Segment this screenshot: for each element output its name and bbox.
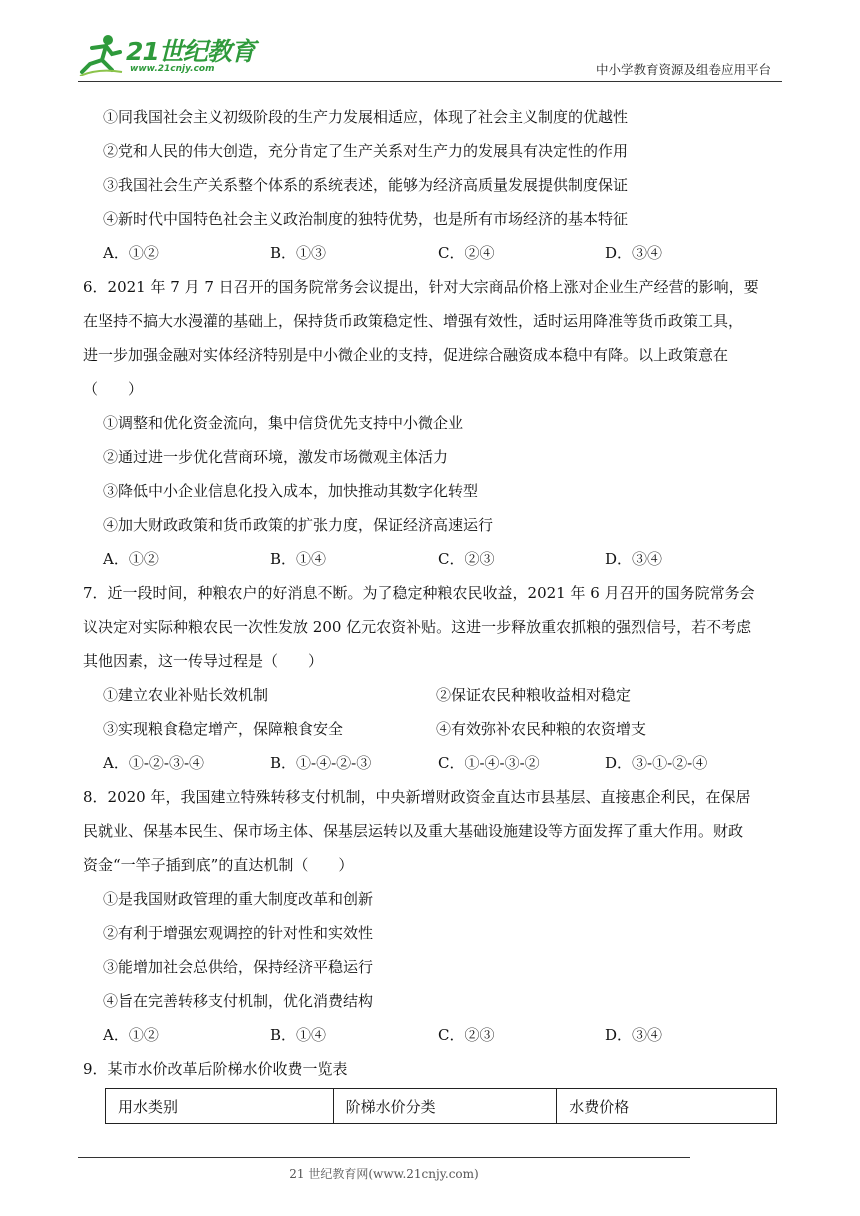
question-text-line: 民就业、保基本民生、保市场主体、保基层运转以及重大基础设施建设等方面发挥了重大作用。财政 <box>83 822 744 840</box>
question-text-line: （ ） <box>83 380 144 398</box>
statement-options-row <box>83 678 783 712</box>
answer-choice: D．③④ <box>605 550 663 568</box>
logo-brand-text: 21世纪教育 <box>126 37 255 66</box>
statement-option: ①是我国财政管理的重大制度改革和创新 <box>103 890 374 908</box>
answer-choice: C．①-④-③-② <box>438 754 540 772</box>
statement-option: ③能增加社会总供给，保持经济平稳运行 <box>103 958 374 976</box>
statement-option: ①建立农业补贴长效机制 <box>103 686 269 704</box>
page-footer: 21 世纪教育网(www.21cnjy.com) <box>289 1167 479 1181</box>
answer-choice: B．①③ <box>270 244 327 262</box>
answer-choice: B．①④ <box>270 550 327 568</box>
table-header-cell: 水费价格 <box>557 1089 777 1124</box>
statement-option: ②党和人民的伟大创造，充分肯定了生产关系对生产力的发展具有决定性的作用 <box>103 142 629 160</box>
statement-option: ②通过进一步优化营商环境，激发市场微观主体活力 <box>103 448 449 466</box>
answer-choices-row <box>83 236 783 270</box>
question-text-line: 资金“一竿子插到底”的直达机制（ ） <box>83 856 354 874</box>
footer-divider <box>78 1157 690 1158</box>
question-text-line: 议决定对实际种粮农民一次性发放 200 亿元农资补贴。这进一步释放重农抓粮的强烈信号，若不考虑 <box>83 618 752 636</box>
statement-option: ②保证农民种粮收益相对稳定 <box>436 686 632 704</box>
table-header-cell: 用水类别 <box>106 1089 334 1124</box>
table-header-row <box>106 1089 777 1124</box>
question-text-line: 9．某市水价改革后阶梯水价收费一览表 <box>83 1060 348 1078</box>
answer-choice: C．②③ <box>438 550 495 568</box>
answer-choice: D．③④ <box>605 244 663 262</box>
logo-url-text: www.21cnjy.com <box>130 64 215 74</box>
answer-choices-row <box>83 542 783 576</box>
statement-options-row <box>83 712 783 746</box>
header-divider <box>78 81 782 82</box>
answer-choice: A．①② <box>103 244 159 262</box>
answer-choices-row <box>83 1018 783 1052</box>
answer-choice: A．①② <box>103 550 159 568</box>
logo <box>78 30 258 80</box>
statement-option: ④旨在完善转移支付机制，优化消费结构 <box>103 992 374 1010</box>
answer-choices-row <box>83 746 783 780</box>
water-price-table <box>105 1088 777 1124</box>
statement-option: ③降低中小企业信息化投入成本，加快推动其数字化转型 <box>103 482 479 500</box>
question-text-line: 其他因素，这一传导过程是（ ） <box>83 652 324 670</box>
answer-choice: C．②④ <box>438 244 495 262</box>
question-text-line: 6．2021 年 7 月 7 日召开的国务院常务会议提出，针对大宗商品价格上涨对企业生产经营的影响，要 <box>83 278 759 296</box>
question-text-line: 进一步加强金融对实体经济特别是中小微企业的支持，促进综合融资成本稳中有降。以上政策意在 <box>83 346 729 364</box>
page-header <box>0 0 860 90</box>
answer-choice: B．①④ <box>270 1026 327 1044</box>
answer-choice: D．③-①-②-④ <box>605 754 708 772</box>
statement-option: ④新时代中国特色社会主义政治制度的独特优势，也是所有市场经济的基本特征 <box>103 210 629 228</box>
header-slogan: 中小学教育资源及组卷应用平台 <box>595 62 771 77</box>
answer-choice: D．③④ <box>605 1026 663 1044</box>
question-text-line: 在坚持不搞大水漫灌的基础上，保持货币政策稳定性、增强有效性，适时运用降准等货币政策工具， <box>83 312 744 330</box>
question-text-line: 8．2020 年，我国建立特殊转移支付机制，中央新增财政资金直达市县基层、直接惠企利民，在保居 <box>83 788 751 806</box>
table-header-cell: 阶梯水价分类 <box>333 1089 557 1124</box>
statement-option: ②有利于增强宏观调控的针对性和实效性 <box>103 924 374 942</box>
statement-option: ①调整和优化资金流向，集中信贷优先支持中小微企业 <box>103 414 464 432</box>
statement-option: ③我国社会生产关系整个体系的系统表述，能够为经济高质量发展提供制度保证 <box>103 176 629 194</box>
statement-option: ①同我国社会主义初级阶段的生产力发展相适应，体现了社会主义制度的优越性 <box>103 108 629 126</box>
statement-option: ③实现粮食稳定增产，保障粮食安全 <box>103 720 344 738</box>
answer-choice: A．①-②-③-④ <box>103 754 205 772</box>
answer-choice: C．②③ <box>438 1026 495 1044</box>
answer-choice: B．①-④-②-③ <box>270 754 372 772</box>
question-text-line: 7．近一段时间，种粮农户的好消息不断。为了稳定种粮农民收益，2021 年 6 月召开的国务院常务会 <box>83 584 755 602</box>
statement-option: ④有效弥补农民种粮的农资增支 <box>436 720 647 738</box>
answer-choice: A．①② <box>103 1026 159 1044</box>
running-figure-icon <box>78 32 124 76</box>
document-body <box>83 100 783 1124</box>
statement-option: ④加大财政政策和货币政策的扩张力度，保证经济高速运行 <box>103 516 494 534</box>
